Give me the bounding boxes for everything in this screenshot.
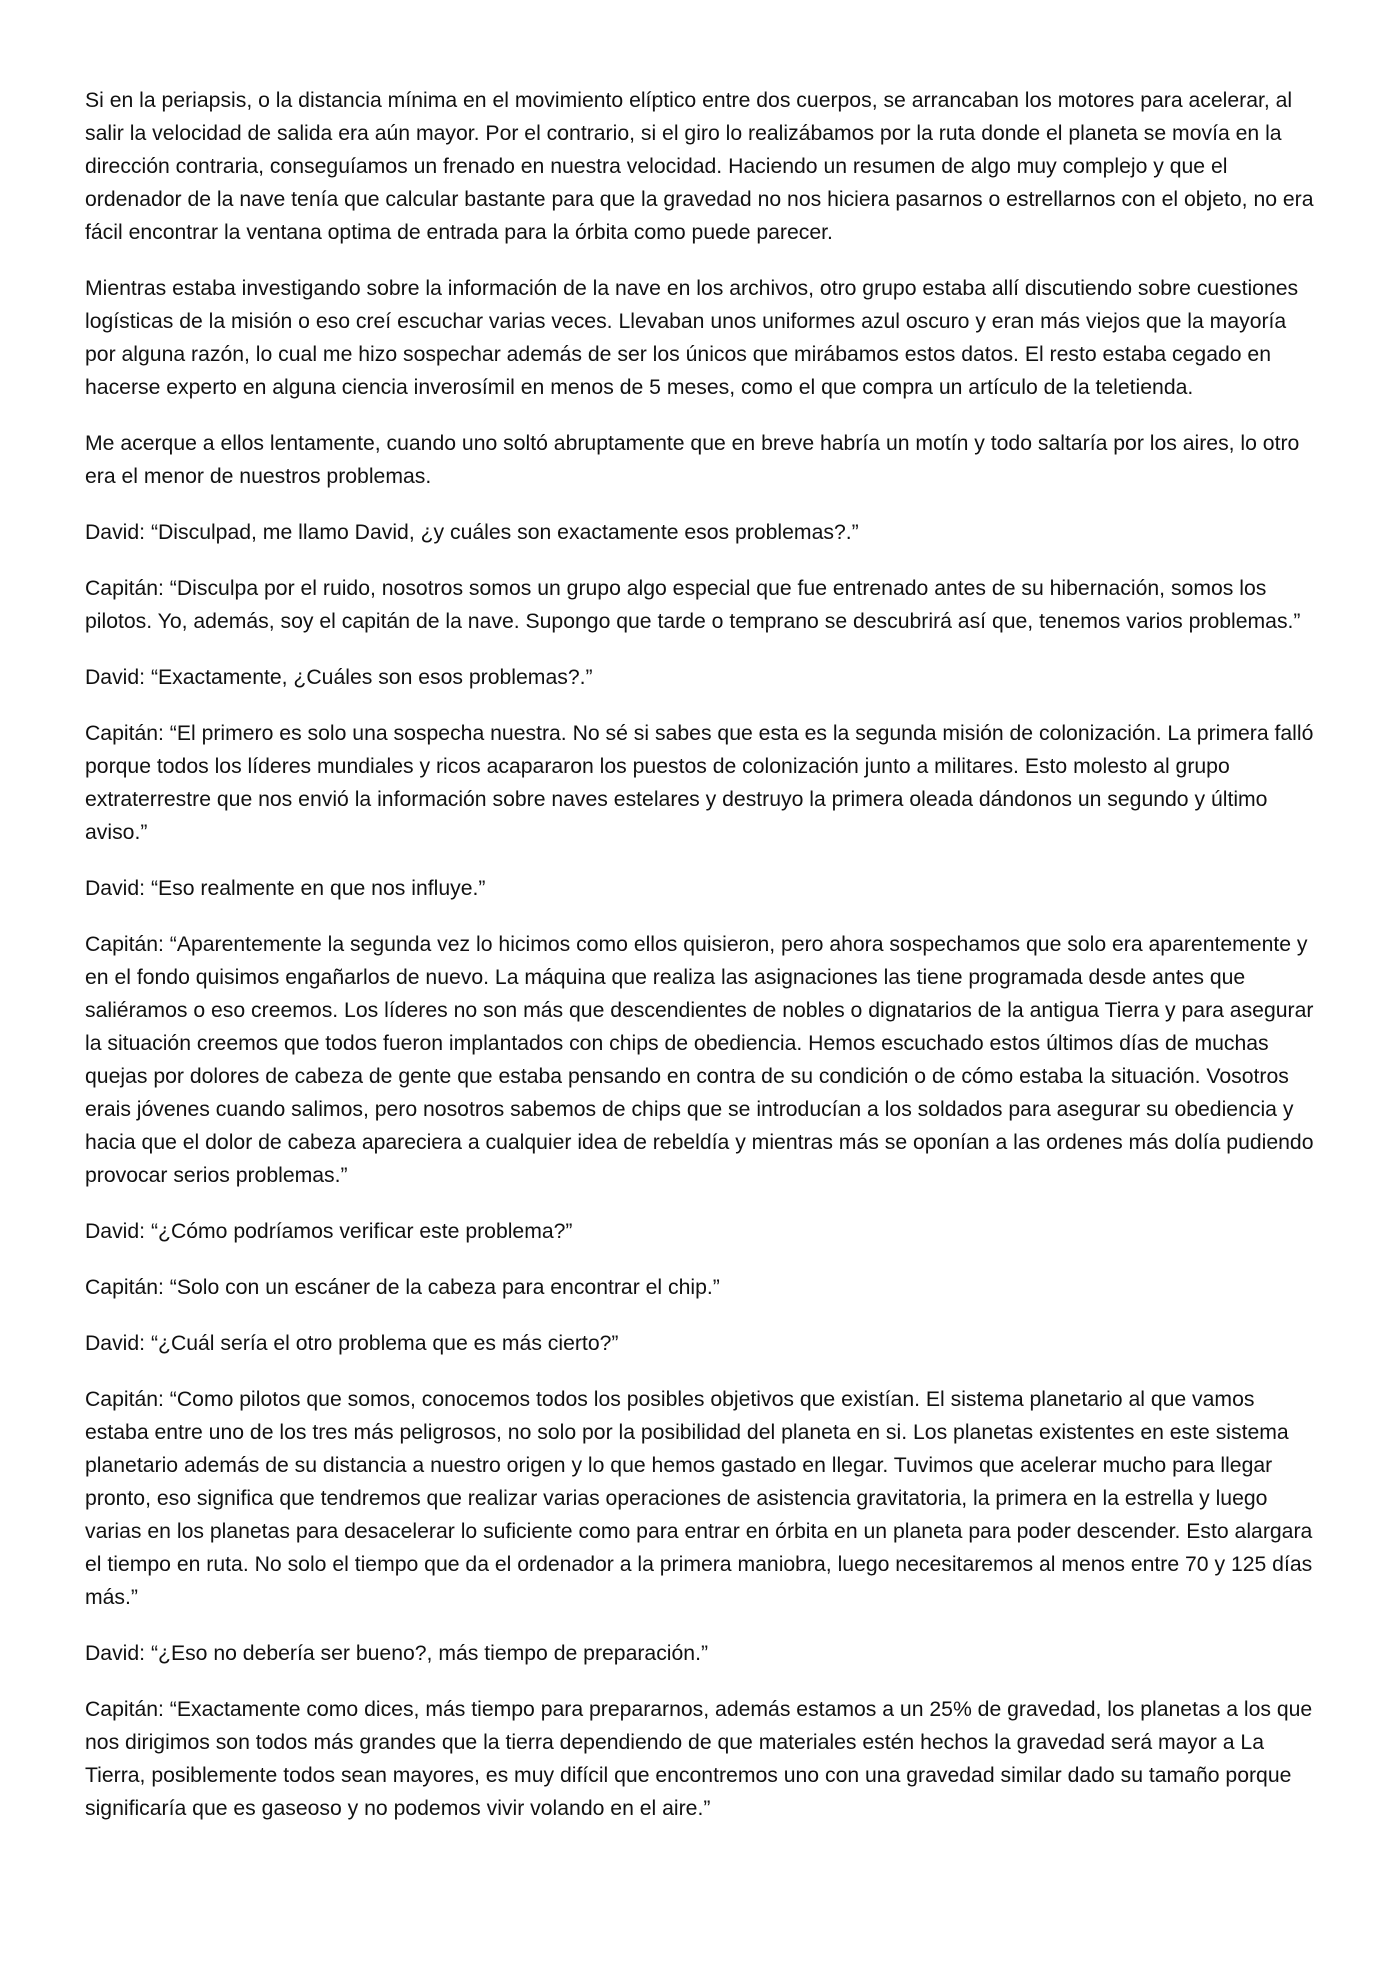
dialogue-line-captain: Capitán: “Como pilotos que somos, conocemos todos los posibles objetivos que existían. El sistema planetario al que vamos estaba entre uno de los tres más peligrosos, no solo por la posibilidad del planeta en si. Los planetas existentes en este sistema planetario además de su distancia a nuestro origen y lo que hemos gastado en llegar. Tuvimos que acelerar mucho para llegar pronto, eso significa que tendremos que realizar varias operaciones de asistencia gravitatoria, la primera en la estrella y luego varias en los planetas para desacelerar lo suficiente como para entrar en órbita en un planeta para poder descender. Esto alargara el tiempo en ruta. No solo el tiempo que da el ordenador a la primera maniobra, luego necesitaremos al menos entre 70 y 125 días más.” [85,1388,1313,1609]
dialogue-line-david: David: “Eso realmente en que nos influye.” [85,877,486,900]
paragraph-approach: Me acerque a ellos lentamente, cuando uno soltó abruptamente que en breve habría un motín y todo saltaría por los aires, lo otro era el menor de nuestros problemas. [85,432,1300,488]
dialogue-line-captain: Capitán: “El primero es solo una sospecha nuestra. No sé si sabes que esta es la segunda misión de colonización. La primera falló porque todos los líderes mundiales y ricos acapararon los puestos de colonización junto a militares. Esto molesto al grupo extraterrestre que nos envió la información sobre naves estelares y destruyo la primera oleada dándonos un segundo y último aviso.” [85,722,1314,844]
dialogue-line-david: David: “¿Cuál sería el otro problema que es más cierto?” [85,1332,619,1355]
dialogue-line-david: David: “Disculpad, me llamo David, ¿y cuáles son exactamente esos problemas?.” [85,521,859,544]
dialogue-line-captain: Capitán: “Aparentemente la segunda vez lo hicimos como ellos quisieron, pero ahora sospechamos que solo era aparentemente y en el fondo quisimos engañarlos de nuevo. La máquina que realiza las asignaciones las tiene programada desde antes que saliéramos o eso creemos. Los líderes no son más que descendientes de nobles o dignatarios de la antigua Tierra y para asegurar la situación creemos que todos fueron implantados con chips de obediencia. Hemos escuchado estos últimos días de muchas quejas por dolores de cabeza de gente que estaba pensando en contra de su condición o de cómo estaba la situación. Vosotros erais jóvenes cuando salimos, pero nosotros sabemos de chips que se introducían a los soldados para asegurar su obediencia y hacia que el dolor de cabeza apareciera a cualquier idea de rebeldía y mientras más se oponían a las ordenes más dolía pudiendo provocar serios problemas.” [85,933,1314,1187]
document-page [85,84,1317,1848]
dialogue-line-david: David: “¿Cómo podríamos verificar este problema?” [85,1220,573,1243]
dialogue-line-captain: Capitán: “Solo con un escáner de la cabeza para encontrar el chip.” [85,1276,720,1299]
paragraph-investigation: Mientras estaba investigando sobre la información de la nave en los archivos, otro grupo estaba allí discutiendo sobre cuestiones logísticas de la misión o eso creí escuchar varias veces. Llevaban unos uniformes azul oscuro y eran más viejos que la mayoría por alguna razón, lo cual me hizo sospechar además de ser los únicos que mirábamos estos datos. El resto estaba cegado en hacerse experto en alguna ciencia inverosímil en menos de 5 meses, como el que compra un artículo de la teletienda. [85,277,1299,399]
dialogue-line-david: David: “Exactamente, ¿Cuáles son esos problemas?.” [85,666,593,689]
paragraph-orbital-mechanics: Si en la periapsis, o la distancia mínima en el movimiento elíptico entre dos cuerpos, se arrancaban los motores para acelerar, al salir la velocidad de salida era aún mayor. Por el contrario, si el giro lo realizábamos por la ruta donde el planeta se movía en la dirección contraria, conseguíamos un frenado en nuestra velocidad. Haciendo un resumen de algo muy complejo y que el ordenador de la nave tenía que calcular bastante para que la gravedad no nos hiciera pasarnos o estrellarnos con el objeto, no era fácil encontrar la ventana optima de entrada para la órbita como puede parecer. [85,89,1314,244]
dialogue-line-david: David: “¿Eso no debería ser bueno?, más tiempo de preparación.” [85,1642,709,1665]
dialogue-line-captain: Capitán: “Disculpa por el ruido, nosotros somos un grupo algo especial que fue entrenado antes de su hibernación, somos los pilotos. Yo, además, soy el capitán de la nave. Supongo que tarde o temprano se descubrirá así que, tenemos varios problemas.” [85,577,1301,633]
dialogue-line-captain: Capitán: “Exactamente como dices, más tiempo para prepararnos, además estamos a un 25% de gravedad, los planetas a los que nos dirigimos son todos más grandes que la tierra dependiendo de que materiales estén hechos la gravedad será mayor a La Tierra, posiblemente todos sean mayores, es muy difícil que encontremos uno con una gravedad similar dado su tamaño porque significaría que es gaseoso y no podemos vivir volando en el aire.” [85,1698,1313,1820]
